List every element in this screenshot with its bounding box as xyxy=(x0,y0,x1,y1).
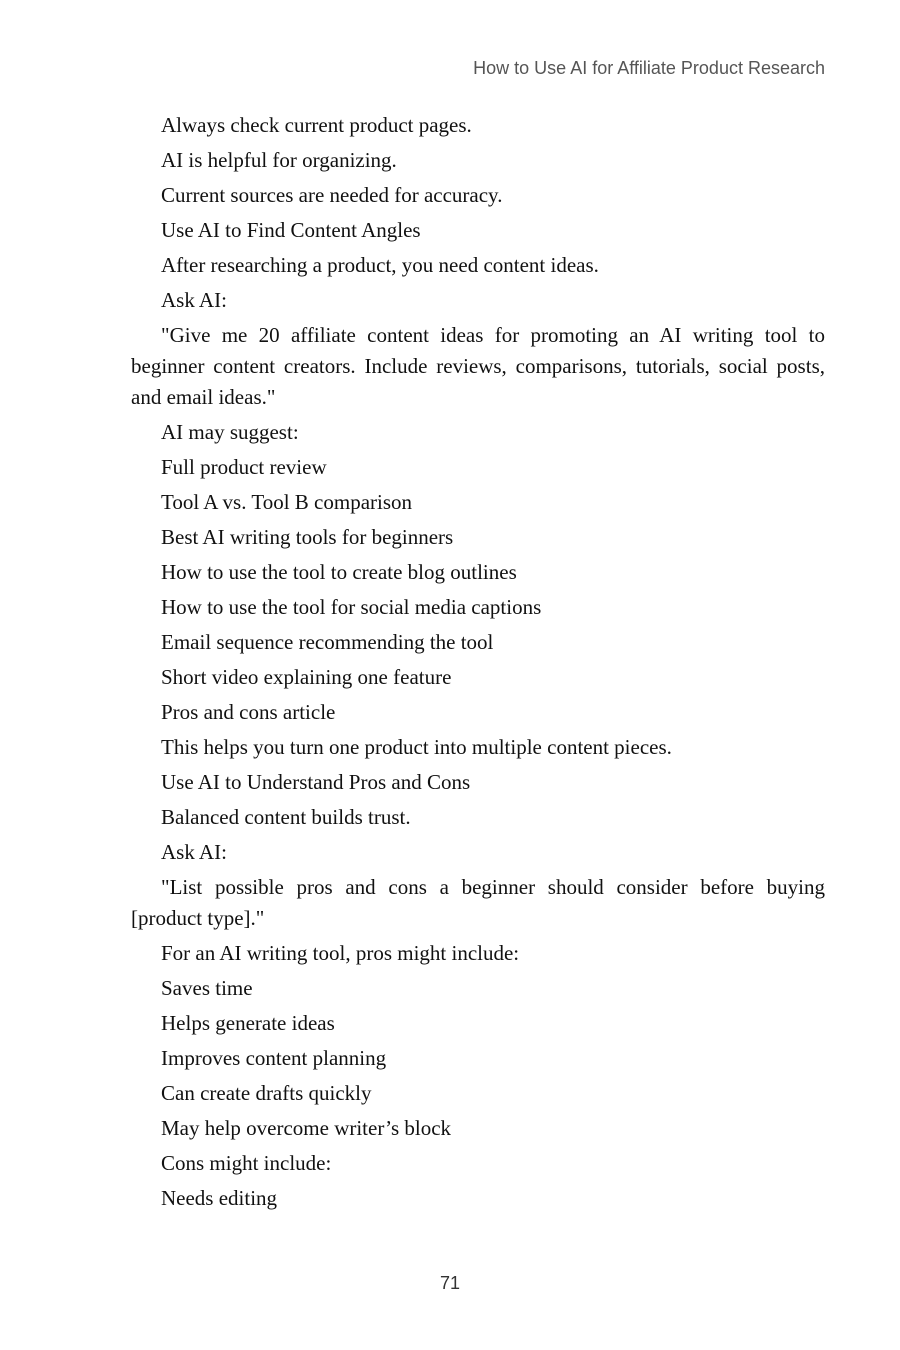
paragraph: After researching a product, you need content ideas. xyxy=(161,253,599,277)
paragraph: AI is helpful for organizing. xyxy=(161,148,397,172)
list-item: Improves content planning xyxy=(161,1046,387,1070)
list-item: How to use the tool to create blog outlines xyxy=(161,560,517,584)
paragraph: Ask AI: xyxy=(161,840,227,864)
paragraph: Ask AI: xyxy=(161,288,227,312)
paragraph: This helps you turn one product into multiple content pieces. xyxy=(161,735,672,759)
paragraph: AI may suggest: xyxy=(161,420,299,444)
list-item: Best AI writing tools for beginners xyxy=(161,525,454,549)
list-item: Full product review xyxy=(161,455,327,479)
paragraph: Cons might include: xyxy=(161,1151,332,1175)
paragraph: Balanced content builds trust. xyxy=(161,805,411,829)
list-item: Helps generate ideas xyxy=(161,1011,335,1035)
prompt-quote: "Give me 20 affiliate content ideas for promoting an AI writing tool to beginner content creators. Include reviews, comparisons, tutorials, social posts, and email ideas." xyxy=(131,323,825,409)
page-number: 71 xyxy=(439,1273,461,1293)
running-header: How to Use AI for Affiliate Product Research xyxy=(473,58,825,78)
list-item: Pros and cons article xyxy=(161,700,336,724)
section-heading: Use AI to Find Content Angles xyxy=(161,218,421,242)
section-heading: Use AI to Understand Pros and Cons xyxy=(161,770,471,794)
list-item: Email sequence recommending the tool xyxy=(161,630,494,654)
paragraph: Current sources are needed for accuracy. xyxy=(161,183,503,207)
list-item: Needs editing xyxy=(161,1186,278,1210)
paragraph: Always check current product pages. xyxy=(161,113,472,137)
body-text xyxy=(131,110,825,1218)
list-item: How to use the tool for social media captions xyxy=(161,595,542,619)
paragraph: For an AI writing tool, pros might include: xyxy=(161,941,520,965)
list-item: May help overcome writer’s block xyxy=(161,1116,452,1140)
list-item: Saves time xyxy=(161,976,253,1000)
list-item: Short video explaining one feature xyxy=(161,665,452,689)
prompt-quote: "List possible pros and cons a beginner should consider before buying [product type]." xyxy=(131,875,825,930)
list-item: Tool A vs. Tool B comparison xyxy=(161,490,413,514)
list-item: Can create drafts quickly xyxy=(161,1081,372,1105)
